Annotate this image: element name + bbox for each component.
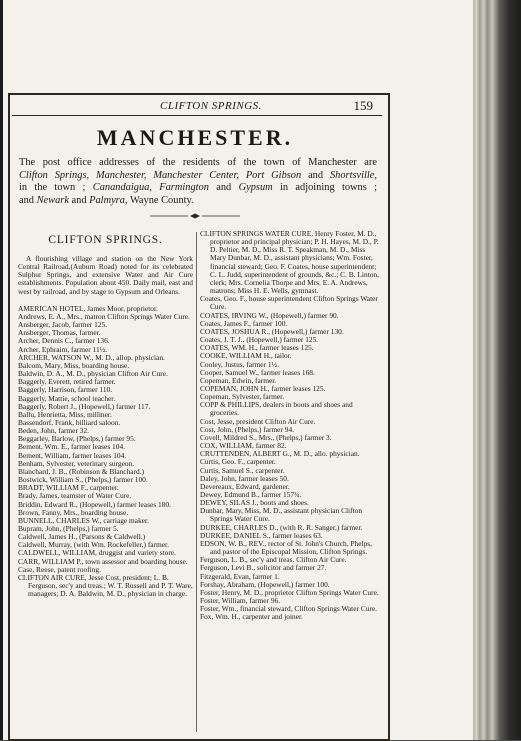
directory-entry: Andrews, E. A., Mrs., matron Clifton Springs Water Cure.	[18, 311, 190, 321]
intro-text: and	[208, 182, 239, 193]
directory-entry: EDSON, W. B., REV., rector of St. John's Church, Phelps, and pastor of the Episcopal Mission, Clifton Springs.	[200, 538, 373, 557]
directory-list-left	[18, 305, 193, 599]
right-column	[200, 230, 380, 622]
directory-entry: Bupram, John, (Phelps,) farmer 5.	[18, 524, 119, 533]
place-name: Palmyra,	[89, 194, 128, 206]
page-stack-edge	[473, 0, 521, 740]
place-name: Shortsville,	[329, 169, 377, 181]
directory-entry: Bassendorf, Frank, billiard saloon.	[18, 417, 121, 427]
directory-entry: Baggerly, Robert J., (Hopewell,) farmer 117.	[18, 401, 151, 411]
directory-entry: Bement, William, farmer leases 104.	[18, 450, 127, 460]
directory-entry: Devereaux, Edward, gardener.	[200, 481, 290, 491]
directory-entry: Coates, J. T. J., (Hopewell,) farmer 125.	[200, 335, 319, 345]
directory-entry: Dewey, Edmund B., farmer 157¾.	[200, 490, 302, 499]
directory-entry: Brown, Fanny, Mrs., boarding house.	[18, 507, 129, 517]
directory-entry: Bement, Wm. E., farmer leases 104.	[18, 442, 125, 452]
directory-entry: COPEMAN, JOHN H., farmer leases 125.	[200, 383, 326, 393]
directory-entry: Covell, Mildred S., Mrs., (Phelps,) farmer 3.	[200, 432, 332, 442]
intro-line	[19, 170, 377, 183]
directory-entry: BRADT, WILLIAM F., carpenter.	[18, 483, 119, 493]
directory-entry: Balcom, Mary, Miss, boarding house.	[18, 360, 130, 370]
intro-text: in the town ;	[19, 182, 93, 193]
section-heading: CLIFTON SPRINGS.	[48, 234, 163, 246]
directory-entry: Brady, James, teamster of Water Cure.	[18, 491, 132, 501]
directory-entry: Foster, Wm., financial steward, Clifton Springs Water Cure.	[200, 604, 377, 614]
directory-entry: COATES, IRVING W., (Hopewell,) farmer 90.	[200, 310, 339, 320]
directory-entry: Foster, William, farmer 96.	[200, 596, 281, 606]
page-number: 159	[353, 98, 373, 113]
directory-entry: Benham, Sylvester, veterinary surgeon.	[18, 458, 135, 468]
intro-text: and	[19, 194, 37, 206]
ornament-rule	[150, 213, 240, 219]
directory-entry: Dunbar, Mary, Miss, M. D., assistant physician Clifton Springs Water Cure.	[200, 506, 363, 524]
directory-entry: Cost, John, (Phelps,) farmer 94.	[200, 424, 295, 434]
intro-text: in adjoining towns ;	[272, 182, 378, 193]
directory-entry: ARCHER, WATSON W., M. D., allop. physician.	[18, 352, 165, 362]
directory-entry: Ansberger, Jacob, farmer 125.	[18, 320, 108, 330]
place-name: Clifton Springs, Manchester, Manchester Center, Port Gibson	[19, 169, 302, 181]
directory-entry: COPP & PHILLIPS, dealers in boots and shoes and groceries.	[200, 400, 353, 418]
directory-entry: AMERICAN HOTEL, James Moor, proprietor.	[18, 303, 158, 313]
page-border-right	[388, 93, 390, 739]
directory-entry: Blanchard, J. B., (Robinson & Blanchard.)	[18, 466, 145, 476]
directory-entry: COATES, WM. H., farmer leases 125.	[200, 343, 314, 353]
town-title: MANCHESTER.	[96, 125, 294, 150]
directory-entry: Cooley, Justus, farmer 1½.	[200, 359, 279, 369]
directory-entry: CARR, WILLIAM P., town assessor and boarding house.	[18, 556, 188, 566]
directory-entry: Beggarley, Barlow, (Phelps,) farmer 95.	[18, 434, 136, 444]
directory-entry: Daley, John, farmer leases 50.	[200, 473, 289, 483]
directory-entry: Archer, Ephraim, farmer 11½.	[18, 344, 108, 354]
intro-line	[19, 182, 377, 195]
directory-entry: Briddin, Edward R., (Hopewell,) farmer leases 180.	[18, 499, 171, 509]
intro-line	[19, 157, 377, 170]
directory-entry: Baggerly, Mattie, school teacher.	[18, 393, 116, 403]
directory-entry: Case, Reese, patent roofing.	[18, 564, 101, 574]
directory-entry: BUNNELL, CHARLES W., carriage maker.	[18, 515, 149, 525]
directory-entry: Baggerly, Harrison, farmer 110.	[18, 385, 113, 395]
directory-entry: COOKE, WILLIAM H., tailor.	[200, 351, 292, 361]
directory-entry: Ansberger, Thomas, farmer.	[18, 328, 101, 338]
directory-entry: Curtis, Samuel S., carpenter.	[200, 465, 285, 475]
directory-entry: Beden, John, farmer 32.	[18, 426, 90, 436]
directory-entry: Curtis, Geo. F., carpenter.	[200, 457, 276, 467]
directory-entry: DURKEE, DANIEL S., farmer leases 63.	[200, 530, 323, 540]
directory-entry: Copeman, Sylvester, farmer.	[200, 392, 285, 402]
directory-entry: Archer, Dennis C., farmer 136.	[18, 336, 110, 346]
directory-entry: DEWEY, SILAS J., boots and shoes.	[200, 498, 309, 508]
column-divider	[196, 232, 197, 732]
directory-entry: CRUTTENDEN, ALBERT G., M. D., allo. physician.	[200, 449, 360, 459]
directory-entry: Ferguson, L. B., sec'y and treas. Clifton Air Cure.	[200, 555, 347, 565]
directory-entry: CALDWELL, WILLIAM, druggist and variety store.	[18, 548, 176, 558]
directory-entry: Forshay, Abraham, (Hopewell,) farmer 100.	[200, 579, 330, 589]
directory-entry: Caldwell, Murray, (with Wm. Rockefeller,) farmer.	[18, 540, 169, 550]
directory-entry: Copeman, Edwin, farmer.	[200, 375, 277, 385]
directory-entry: Cost, Jesse, president Clifton Air Cure.	[200, 416, 316, 426]
directory-entry: Foster, Henry, M. D., proprietor Clifton Springs Water Cure.	[200, 587, 379, 597]
directory-entry: DURKEE, CHARLES D., (with R. R. Sanger,) farmer.	[200, 522, 363, 532]
header-rule	[12, 115, 382, 116]
directory-entry: COX, WILLIAM, farmer 82.	[200, 441, 287, 451]
intro-text: Wayne County.	[127, 194, 194, 206]
running-header	[12, 98, 377, 114]
left-column	[18, 230, 193, 598]
directory-entry: Coates, James F., farmer 100.	[200, 318, 288, 328]
directory-entry: Ballu, Henrietta, Miss, milliner.	[18, 409, 112, 419]
directory-entry: Fitzgerald, Evan, farmer 1.	[200, 571, 280, 581]
place-name: Newark	[36, 194, 69, 206]
directory-entry: COATES, JOSHUA R., (Hopewell,) farmer 130.	[200, 326, 344, 336]
directory-entry: Fox, Wm. H., carpenter and joiner.	[200, 612, 303, 622]
directory-entry: Bostwick, William S., (Phelps,) farmer 100.	[18, 475, 148, 485]
directory-entry: Baldwin, D. A., M. D., physician Clifton Air Cure.	[18, 369, 168, 379]
running-title: CLIFTON SPRINGS.	[160, 100, 262, 112]
directory-entry: Baggerly, Everett, retired farmer.	[18, 377, 116, 387]
village-description: A flourishing village and station on the New York Central Railroad,(Auburn Road) noted for its celebrated Sulphur Springs, and extensive Water and Air Cure establishments. Population about 450. Daily mail, east and west by railroad, and by stage to Gypsum and Orleans.	[18, 254, 193, 296]
directory-entry: Coates, Geo. F., house superintendent Clifton Springs Water Cure.	[200, 294, 378, 312]
intro-text: and	[68, 194, 90, 206]
directory-list-right	[200, 230, 380, 622]
place-name: Gypsum	[238, 182, 273, 193]
place-name: Canandaigua, Farmington	[92, 182, 209, 193]
intro-text: and	[301, 169, 330, 181]
intro-line	[19, 195, 377, 208]
directory-entry: Ferguson, Levi B., solicitor and farmer 27.	[200, 563, 327, 573]
directory-entry: Caldwell, James H., (Parsons & Caldwell.)	[18, 532, 146, 542]
directory-entry: CLIFTON SPRINGS WATER CURE, Henry Foster, M. D., proprietor and principal physician; P. H. Hayes, M. D., P. D. Peltier, M. D., Miss R. T. Speakman, M. D., Miss Mary Dunbar, M. D., assistant physicians; Wm. Foster, financial steward; Geo. F. Coates, house superintendent; C. L. Judd, superintendent of grounds, &c.; C. B. Linton, clerk; Mrs. Cornelia Thorpe and Mrs. E. A. Andrews, matrons; Miss H. E. Wells, gymnast.	[200, 229, 379, 296]
intro-paragraph	[19, 157, 377, 207]
directory-entry: CLIFTON AIR CURE, Jesse Cost, president; L. B. Ferguson, sec'y and treas.; W. T. Russell and P. T. Ware, managers; D. A. Baldwin, M. D., physician in charge.	[18, 572, 193, 599]
intro-text: The post office addresses of the residents of the town of Manchester are	[19, 157, 377, 168]
directory-entry: Cooper, Samuel W., farmer leases 168.	[200, 367, 315, 377]
